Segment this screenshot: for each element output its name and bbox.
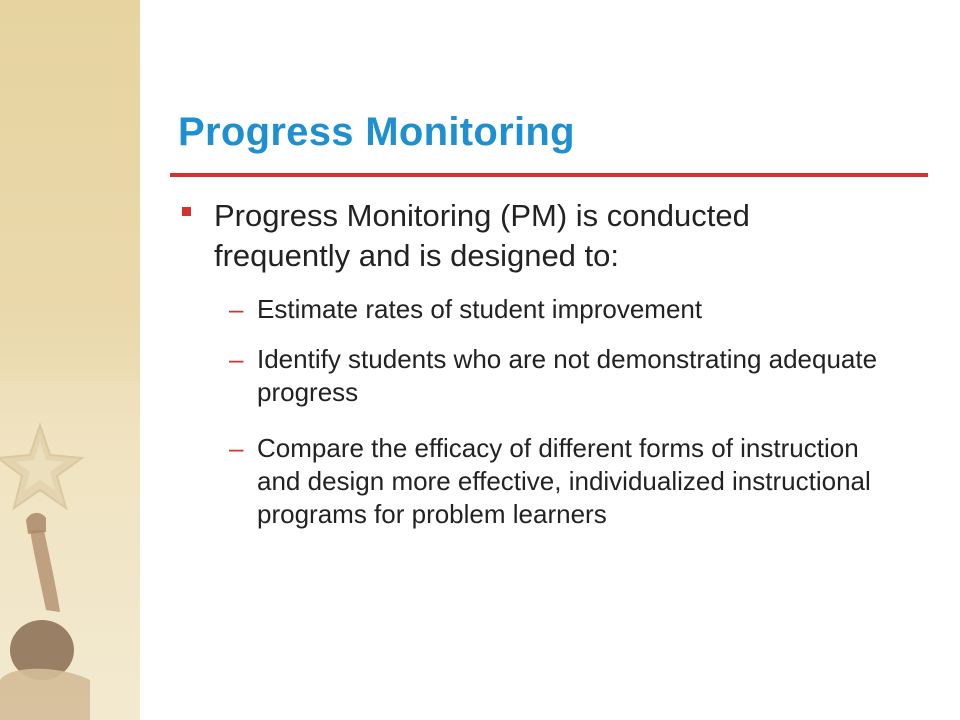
- student-star-illustration: [0, 380, 140, 720]
- sub-bullet-text: Identify students who are not demonstrating adequate progress: [257, 344, 878, 407]
- slide-title: Progress Monitoring: [178, 110, 575, 154]
- sub-bullet-text: Compare the efficacy of different forms of instruction and design more effective, individualized instructional programs for problem learners: [257, 433, 871, 529]
- sub-bullet-text: Estimate rates of student improvement: [257, 294, 703, 324]
- square-bullet-icon: [182, 207, 191, 216]
- dash-bullet-icon: –: [229, 294, 244, 324]
- main-bullet-text: Progress Monitoring (PM) is conducted frequently and is designed to:: [214, 198, 750, 273]
- dash-bullet-icon: –: [229, 344, 244, 374]
- decorative-side-panel: [0, 0, 140, 720]
- dash-bullet-icon: –: [229, 433, 244, 463]
- title-underline: [170, 173, 928, 177]
